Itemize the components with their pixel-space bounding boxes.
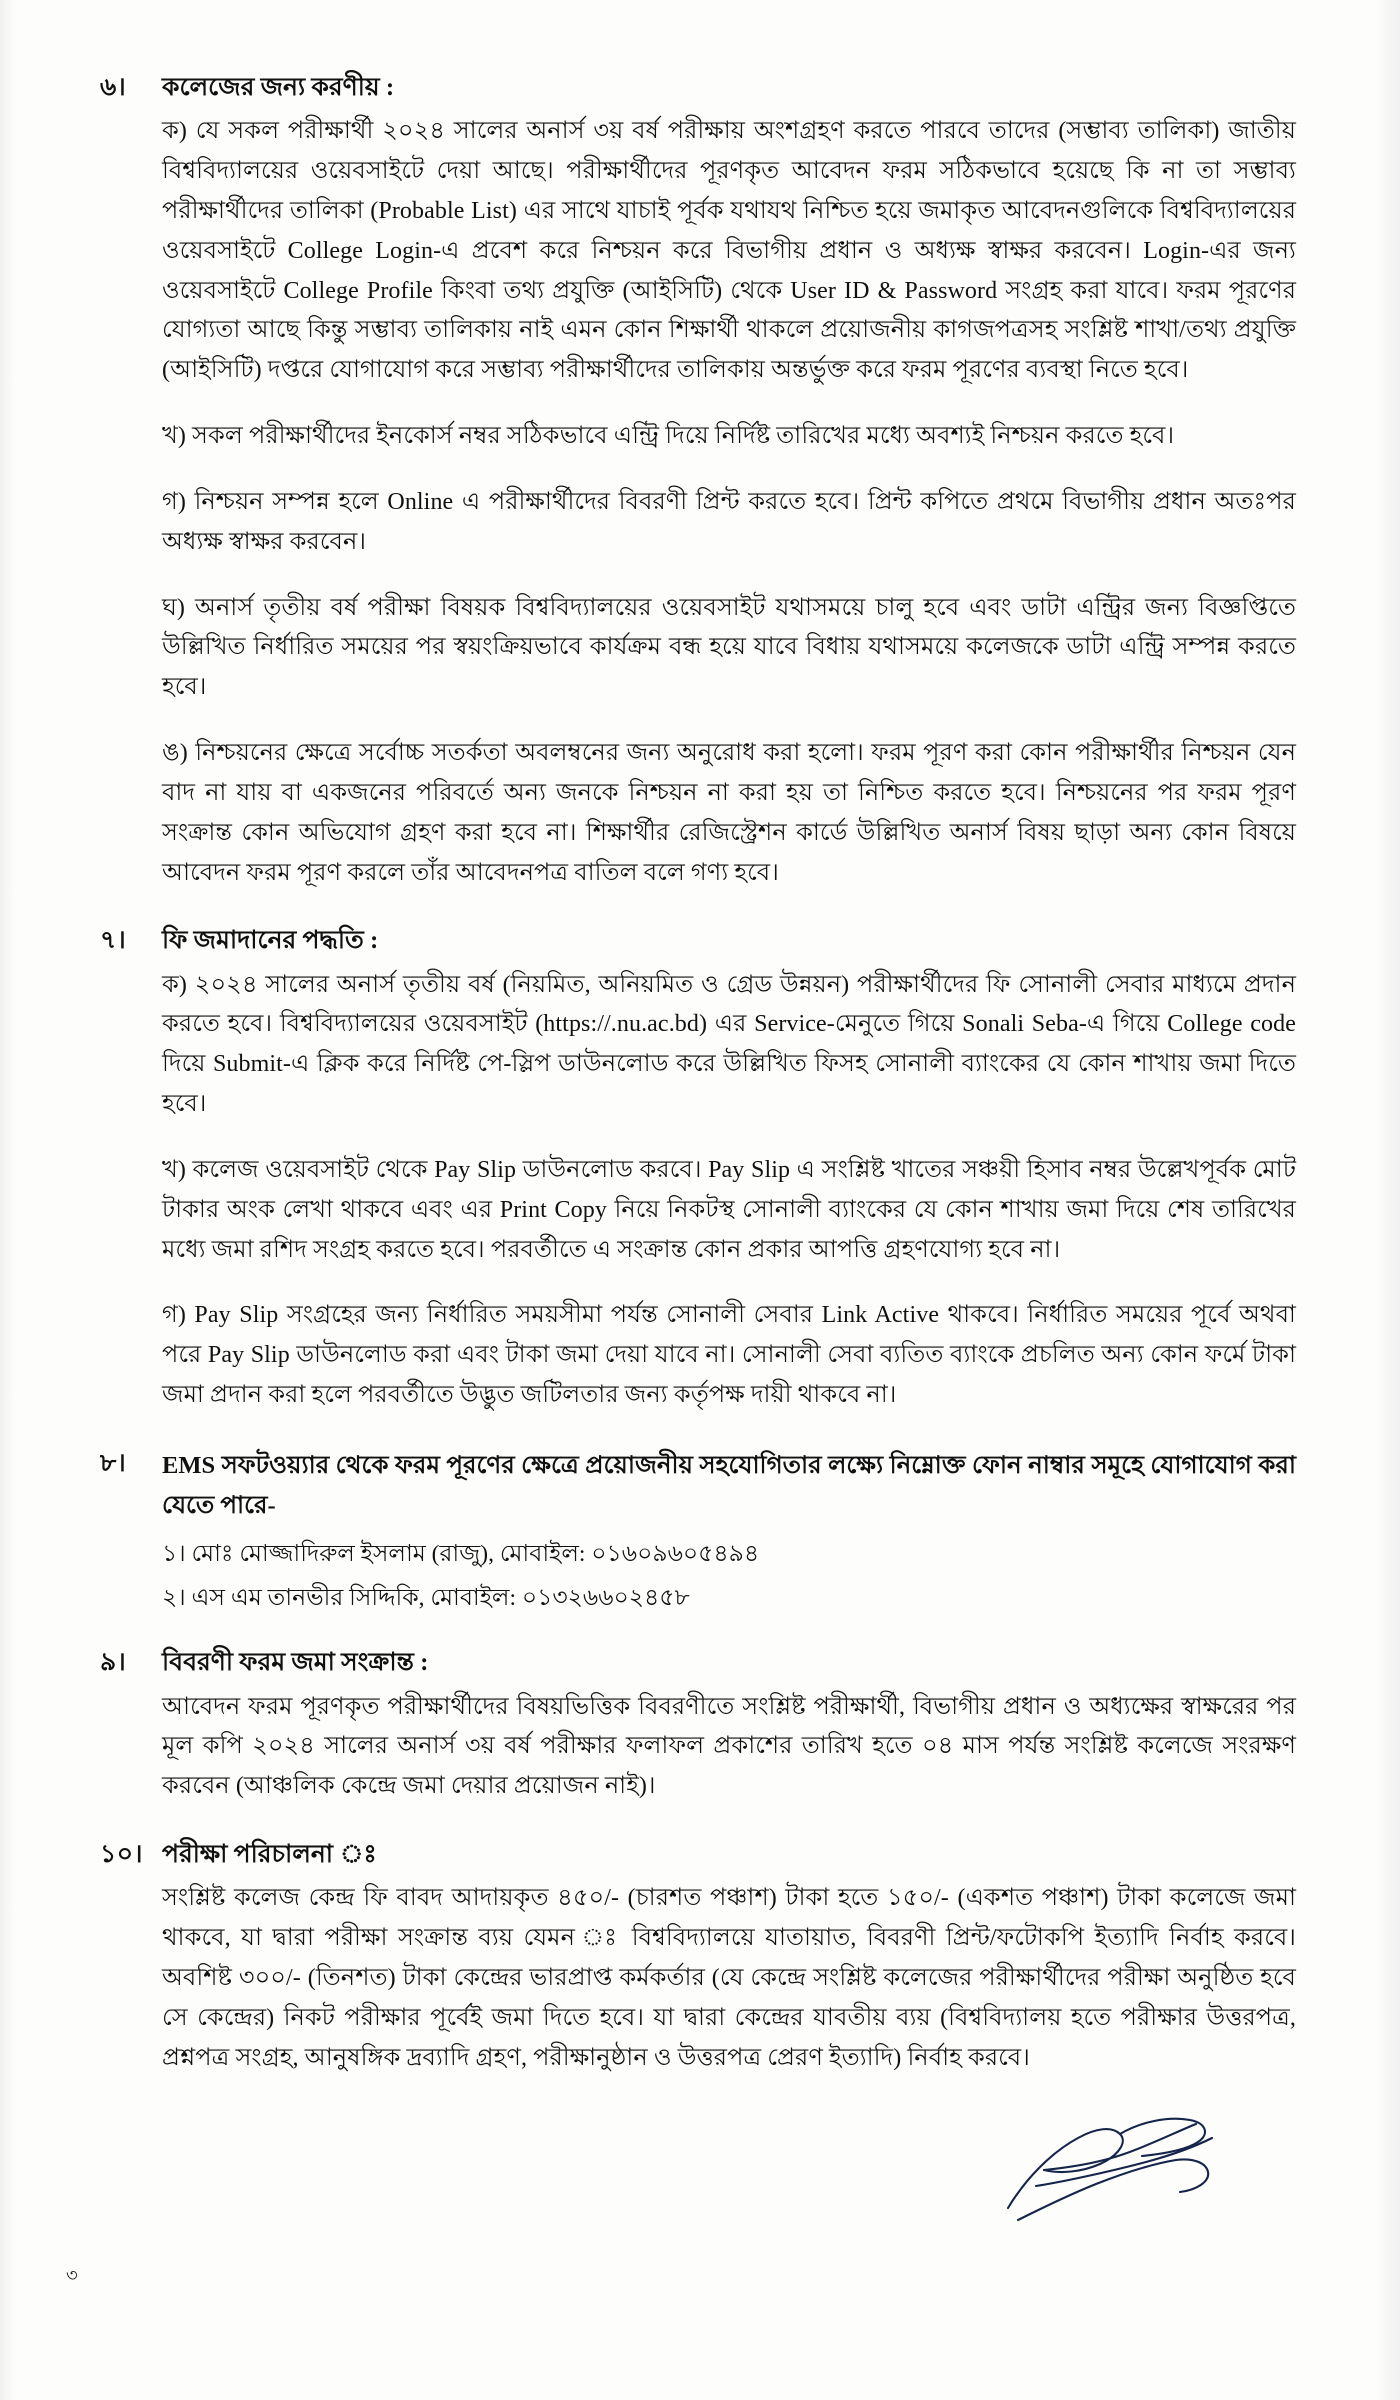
section-10 <box>100 1837 1296 2078</box>
section-8-title: EMS সফটওয়্যার থেকে ফরম পূরণের ক্ষেত্রে প্রয়োজনীয় সহযোগিতার লক্ষ্যে নিম্নোক্ত ফোন নাম্বার সমূহে যোগাযোগ করা যেতে পারে- <box>162 1451 1296 1519</box>
section-7-title: ফি জমাদানের পদ্ধতি : <box>162 927 379 955</box>
section-7 <box>100 923 1296 1416</box>
section-6-heading <box>100 70 1296 106</box>
section-6-para-gha: ঘ) অনার্স তৃতীয় বর্ষ পরীক্ষা বিষয়ক বিশ্ববিদ্যালয়ের ওয়েবসাইট যথাসময়ে চালু হবে এবং ডাটা এন্ট্রির জন্য বিজ্ঞপ্তিতে উল্লিখিত নির্ধারিত সময়ের পর স্বয়ংক্রিয়ভাবে কার্যক্রম বন্ধ হয়ে যাবে বিধায় যথাসময়ে কলেজকে ডাটা এন্ট্রি সম্পন্ন করতে হবে। <box>162 594 1296 701</box>
section-7-para-ka: ক) ২০২৪ সালের অনার্স তৃতীয় বর্ষ (নিয়মিত, অনিয়মিত ও গ্রেড উন্নয়ন) পরীক্ষার্থীদের ফি সোনালী সেবার মাধ্যমে প্রদান করতে হবে। বিশ্ববিদ্যালয়ের ওয়েবসাইট (https://.nu.ac.bd) এর Service-মেনুতে গিয়ে Sonali Seba-এ গিয়ে College code দিয়ে Submit-এ ক্লিক করে নির্দিষ্ট পে-স্লিপ ডাউনলোড করে উল্লিখিত ফিসহ সোনালী ব্যাংকের যে কোন শাখায় জমা দিতে হবে। <box>162 971 1296 1118</box>
section-9-heading <box>100 1645 1296 1681</box>
section-7-body <box>162 966 1296 1416</box>
section-8-contact-list <box>162 1535 1296 1617</box>
section-6 <box>100 70 1296 893</box>
section-10-para-1: সংশ্লিষ্ট কলেজ কেন্দ্র ফি বাবদ আদায়কৃত ৪৫০/- (চারশত পঞ্চাশ) টাকা হতে ১৫০/- (একশত পঞ্চাশ) টাকা কলেজে জমা থাকবে, যা দ্বারা পরীক্ষা সংক্রান্ত ব্যয় যেমন ঃ বিশ্ববিদ্যালয়ে যাতায়াত, বিবরণী প্রিন্ট/ফটোকপি ইত্যাদি নির্বাহ করবে। অবশিষ্ট ৩০০/- (তিনশত) টাকা কেন্দ্রের ভারপ্রাপ্ত কর্মকর্তার (যে কেন্দ্রে সংশ্লিষ্ট কলেজের পরীক্ষার্থীদের পরীক্ষা অনুষ্ঠিত হবে সে কেন্দ্রের) নিকট পরীক্ষার পূর্বেই জমা দিতে হবে। যা দ্বারা কেন্দ্রের যাবতীয় ব্যয় (বিশ্ববিদ্যালয় হতে পরীক্ষার উত্তরপত্র, প্রশ্নপত্র সংগ্রহ, আনুষঙ্গিক দ্রব্যাদি গ্রহণ, পরীক্ষানুষ্ঠান ও উত্তরপত্র প্রেরণ ইত্যাদি) নির্বাহ করবে। <box>162 1885 1296 2071</box>
contact-item-2: ২। এস এম তানভীর সিদ্দিকি, মোবাইল: ০১৩২৬৬০২৪৫৮ <box>162 1585 690 1612</box>
section-10-heading <box>100 1837 1296 1873</box>
document-content <box>100 70 1296 2104</box>
section-10-number: ১০। <box>100 1841 143 1869</box>
section-9 <box>100 1645 1296 1807</box>
section-7-para-ga: গ) Pay Slip সংগ্রহের জন্য নির্ধারিত সময়সীমা পর্যন্ত সোনালী সেবার Link Active থাকবে। নির্ধারিত সময়ের পূর্বে অথবা পরে Pay Slip ডাউনলোড করা এবং টাকা জমা দেয়া যাবে না। সোনালী সেবা ব্যতিত ব্যাংকে প্রচলিত অন্য কোন ফর্মে টাকা জমা প্রদান করা হলে পরবর্তীতে উদ্ভুত জটিলতার জন্য কর্তৃপক্ষ দায়ী থাকবে না। <box>162 1302 1297 1409</box>
section-6-body <box>162 112 1296 893</box>
contact-item-1: ১। মোঃ মোজ্জাদিরুল ইসলাম (রাজু), মোবাইল: ০১৬০৯৬০৫৪৯৪ <box>162 1541 760 1568</box>
page-number: ৩ <box>66 2265 78 2285</box>
section-6-para-kha: খ) সকল পরীক্ষার্থীদের ইনকোর্স নম্বর সঠিকভাবে এন্ট্রি দিয়ে নির্দিষ্ট তারিখের মধ্যে অবশ্যই নিশ্চয়ন করতে হবে। <box>162 423 1175 450</box>
section-8 <box>100 1446 1296 1618</box>
section-8-heading <box>100 1446 1296 1525</box>
section-6-para-ka: ক) যে সকল পরীক্ষার্থী ২০২৪ সালের অনার্স ৩য় বর্ষ পরীক্ষায় অংশগ্রহণ করতে পারবে তাদের (সম্ভাব্য তালিকা) জাতীয় বিশ্ববিদ্যালয়ের ওয়েবসাইটে দেয়া আছে। পরীক্ষার্থীদের পূরণকৃত আবেদন ফরম সঠিকভাবে হয়েছে কি না তা সম্ভাব্য পরীক্ষার্থীদের তালিকা (Probable List) এর সাথে যাচাই পূর্বক যথাযথ নিশ্চিত হয়ে জমাকৃত আবেদনগুলিকে বিশ্ববিদ্যালয়ের ওয়েবসাইটে College Login-এ প্রবেশ করে নিশ্চয়ন করে বিভাগীয় প্রধান ও অধ্যক্ষ স্বাক্ষর করবেন। Login-এর জন্য ওয়েবসাইটে College Profile কিংবা তথ্য প্রযুক্তি (আইসিটি) থেকে User ID & Password সংগ্রহ করা যাবে। ফরম পূরণের যোগ্যতা আছে কিন্তু সম্ভাব্য তালিকায় নাই এমন কোন শিক্ষার্থী থাকলে প্রয়োজনীয় কাগজপত্রসহ সংশ্লিষ্ট শাখা/তথ্য প্রযুক্তি (আইসিটি) দপ্তরে যোগাযোগ করে সম্ভাব্য পরীক্ষার্থীদের তালিকায় অন্তর্ভুক্ত করে ফরম পূরণের ব্যবস্থা নিতে হবে। <box>162 118 1296 384</box>
section-10-title: পরীক্ষা পরিচালনা ঃ <box>162 1841 377 1869</box>
section-7-para-kha: খ) কলেজ ওয়েবসাইট থেকে Pay Slip ডাউনলোড করবে। Pay Slip এ সংশ্লিষ্ট খাতের সঞ্চয়ী হিসাব নম্বর উল্লেখপূর্বক মোট টাকার অংক লেখা থাকবে এবং এর Print Copy নিয়ে নিকটস্থ সোনালী ব্যাংকের যে কোন শাখায় জমা দিয়ে শেষ তারিখের মধ্যে জমা রশিদ সংগ্রহ করতে হবে। পরবর্তীতে এ সংক্রান্ত কোন প্রকার আপত্তি গ্রহণযোগ্য হবে না। <box>162 1156 1296 1263</box>
section-9-number: ৯। <box>100 1649 127 1677</box>
section-9-title: বিবরণী ফরম জমা সংক্রান্ত : <box>162 1649 429 1677</box>
section-6-para-uo: ঙ) নিশ্চয়নের ক্ষেত্রে সর্বোচ্চ সতর্কতা অবলম্বনের জন্য অনুরোধ করা হলো। ফরম পূরণ করা কোন পরীক্ষার্থীর নিশ্চয়ন যেন বাদ না যায় বা একজনের পরিবর্তে অন্য জনকে নিশ্চয়ন না করা হয় তা নিশ্চিত করতে হবে। নিশ্চয়নের পর ফরম পূরণ সংক্রান্ত কোন অভিযোগ গ্রহণ করা হবে না। শিক্ষার্থীর রেজিস্ট্রেশন কার্ডে উল্লিখিত অনার্স বিষয় ছাড়া অন্য কোন বিষয়ে আবেদন ফরম পূরণ করলে তাঁর আবেদনপত্র বাতিল বলে গণ্য হবে। <box>162 740 1296 886</box>
section-6-number: ৬। <box>100 74 127 101</box>
section-10-body <box>162 1879 1296 2078</box>
section-7-heading <box>100 923 1296 959</box>
section-9-para-1: আবেদন ফরম পূরণকৃত পরীক্ষার্থীদের বিষয়ভিত্তিক বিবরণীতে সংশ্লিষ্ট পরীক্ষার্থী, বিভাগীয় প্রধান ও অধ্যক্ষের স্বাক্ষরের পর মূল কপি ২০২৪ সালের অনার্স ৩য় বর্ষ পরীক্ষার ফলাফল প্রকাশের তারিখ হতে ০৪ মাস পর্যন্ত সংশ্লিষ্ট কলেজে সংরক্ষণ করবেন (আঞ্চলিক কেন্দ্রে জমা দেয়ার প্রয়োজন নাই)। <box>162 1693 1296 1800</box>
signature-mark <box>1000 2112 1230 2232</box>
section-7-number: ৭। <box>100 927 127 955</box>
section-8-number: ৮। <box>100 1449 127 1477</box>
section-6-title: কলেজের জন্য করণীয় : <box>162 74 395 101</box>
section-9-body <box>162 1688 1296 1807</box>
section-6-para-ga: গ) নিশ্চয়ন সম্পন্ন হলে Online এ পরীক্ষার্থীদের বিবরণী প্রিন্ট করতে হবে। প্রিন্ট কপিতে প্রথমে বিভাগীয় প্রধান অতঃপর অধ্যক্ষ স্বাক্ষর করবেন। <box>162 488 1296 555</box>
